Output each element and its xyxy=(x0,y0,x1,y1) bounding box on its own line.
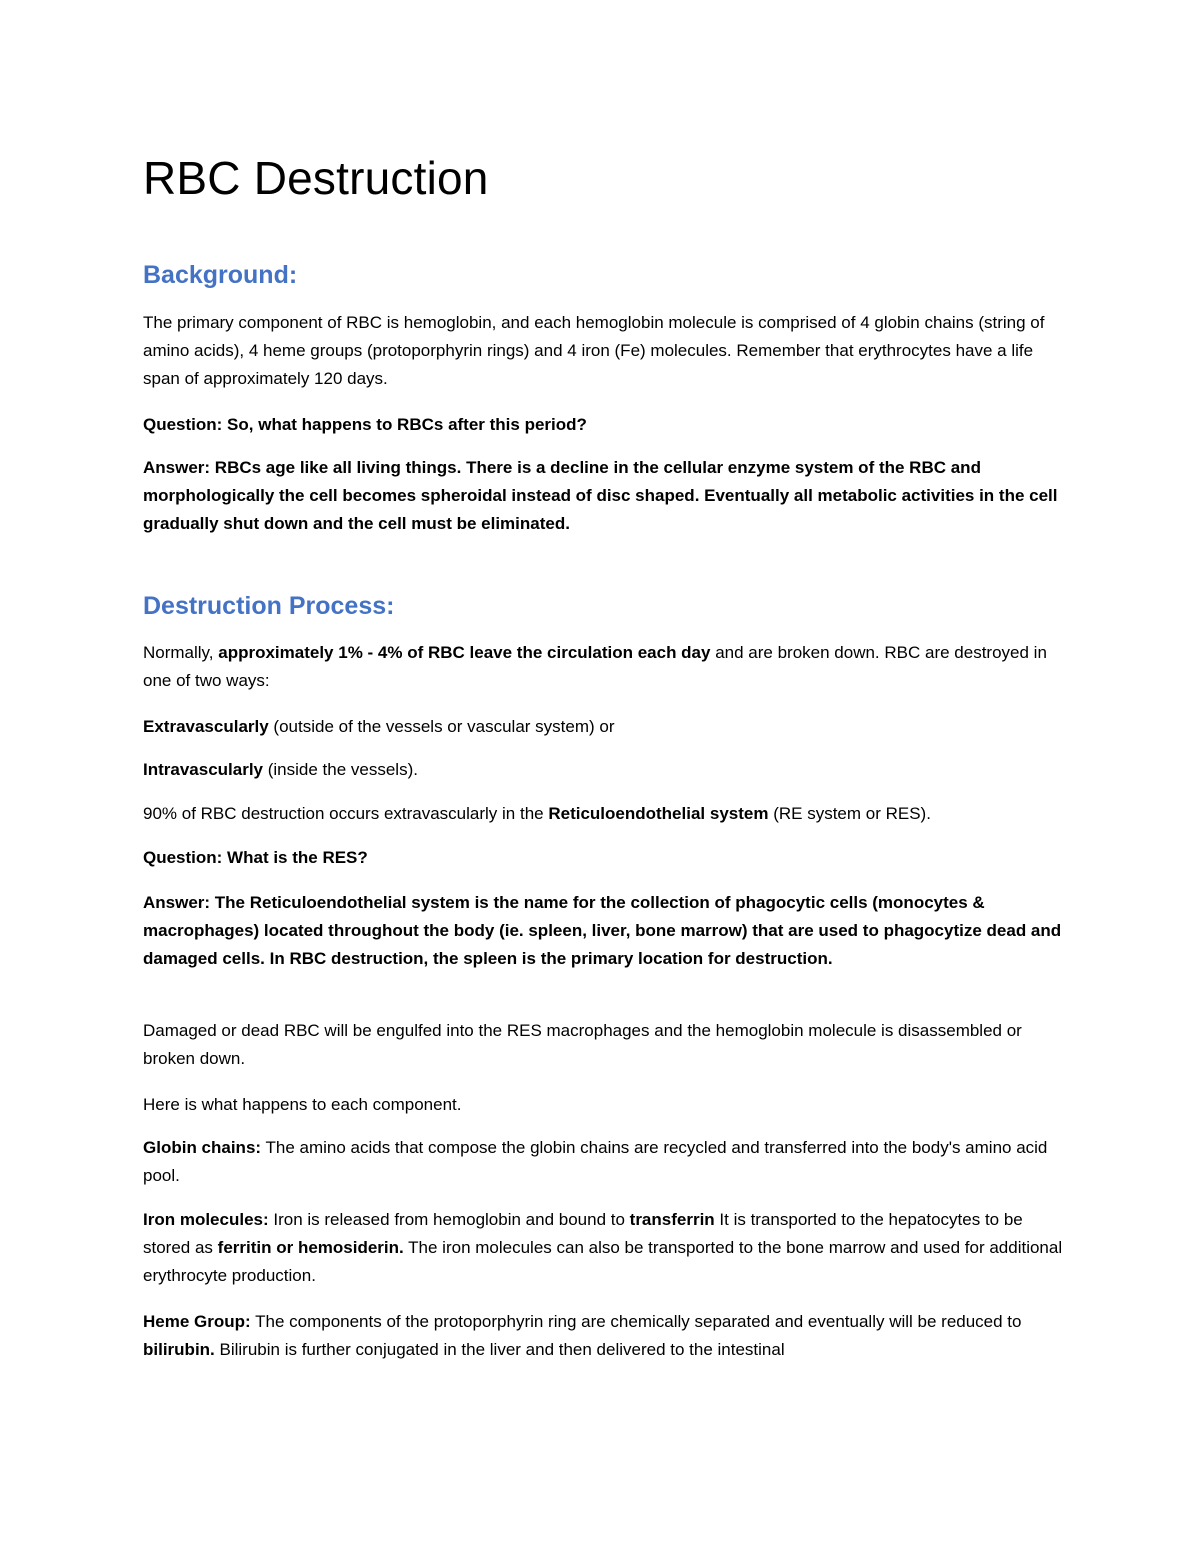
heme-bilirubin: bilirubin. xyxy=(143,1340,215,1359)
iron-text-1: Iron is released from hemoglobin and bound to xyxy=(268,1210,630,1229)
iron-label: Iron molecules: xyxy=(143,1210,269,1229)
ninety-percent-paragraph xyxy=(143,800,1073,828)
iron-text-3: The iron molecules can also be transported to the bone marrow and used for additional erythrocyte production. xyxy=(143,1238,1063,1285)
res-answer: Answer: The Reticuloendothelial system is the name for the collection of phagocytic cells (monocytes & macrophages) located throughout the body (ie. spleen, liver, bone marrow) that are used to phagocytize dead and damaged cells. In RBC destruction, the spleen is the primary location for destruction. xyxy=(143,893,1062,968)
ninety-bold: Reticuloendothelial system xyxy=(548,804,769,823)
iron-storage-forms: ferritin or hemosiderin. xyxy=(217,1238,404,1257)
res-question: Question: What is the RES? xyxy=(143,848,368,867)
heme-label: Heme Group: xyxy=(143,1312,251,1331)
heme-text-2: Bilirubin is further conjugated in the liver and then delivered to the intestinal xyxy=(214,1340,785,1359)
background-heading: Background: xyxy=(143,261,298,289)
page-title: RBC Destruction xyxy=(143,152,489,204)
background-answer: Answer: RBCs age like all living things. There is a decline in the cellular enzyme system of the RBC and morphologically the cell becomes spheroidal instead of disc shaped. Eventually all metabolic activities in the cell gradually shut down and the cell must be eliminated. xyxy=(143,458,1058,533)
intravascular-paragraph xyxy=(143,756,1073,784)
ninety-pre: 90% of RBC destruction occurs extravascularly in the xyxy=(143,804,549,823)
extravascular-term: Extravascularly xyxy=(143,717,269,736)
normally-post: and are broken down. RBC are destroyed in one of two ways: xyxy=(143,643,1047,690)
globin-paragraph xyxy=(143,1134,1073,1190)
normally-bold: approximately 1% - 4% of RBC leave the circulation each day xyxy=(218,643,711,662)
normally-paragraph xyxy=(143,639,1073,695)
background-paragraph: The primary component of RBC is hemoglobin, and each hemoglobin molecule is comprised of 4 globin chains (string of amino acids), 4 heme groups (protoporphyrin rings) and 4 iron (Fe) molecules. Remember that erythrocytes have a life span of approximately 120 days. xyxy=(143,313,1045,388)
ninety-post: (RE system or RES). xyxy=(768,804,931,823)
damaged-paragraph: Damaged or dead RBC will be engulfed into the RES macrophages and the hemoglobin molecule is disassembled or broken down. xyxy=(143,1021,1022,1068)
iron-text-2: It is transported to the hepatocytes to be stored as xyxy=(143,1210,1023,1257)
intravascular-desc: (inside the vessels). xyxy=(263,760,418,779)
extravascular-desc: (outside of the vessels or vascular system) or xyxy=(268,717,615,736)
heme-paragraph xyxy=(143,1308,1073,1364)
iron-transferrin: transferrin xyxy=(629,1210,715,1229)
background-question: Question: So, what happens to RBCs after this period? xyxy=(143,415,587,434)
iron-paragraph xyxy=(143,1206,1073,1290)
heme-text-1: The components of the protoporphyrin ring are chemically separated and eventually will be reduced to xyxy=(250,1312,1022,1331)
normally-pre: Normally, xyxy=(143,643,219,662)
globin-label: Globin chains: xyxy=(143,1138,262,1157)
globin-text: The amino acids that compose the globin chains are recycled and transferred into the body's amino acid pool. xyxy=(143,1138,1048,1185)
extravascular-paragraph xyxy=(143,713,1073,741)
intravascular-term: Intravascularly xyxy=(143,760,264,779)
destruction-process-heading: Destruction Process: xyxy=(143,592,395,620)
components-intro: Here is what happens to each component. xyxy=(143,1095,462,1114)
